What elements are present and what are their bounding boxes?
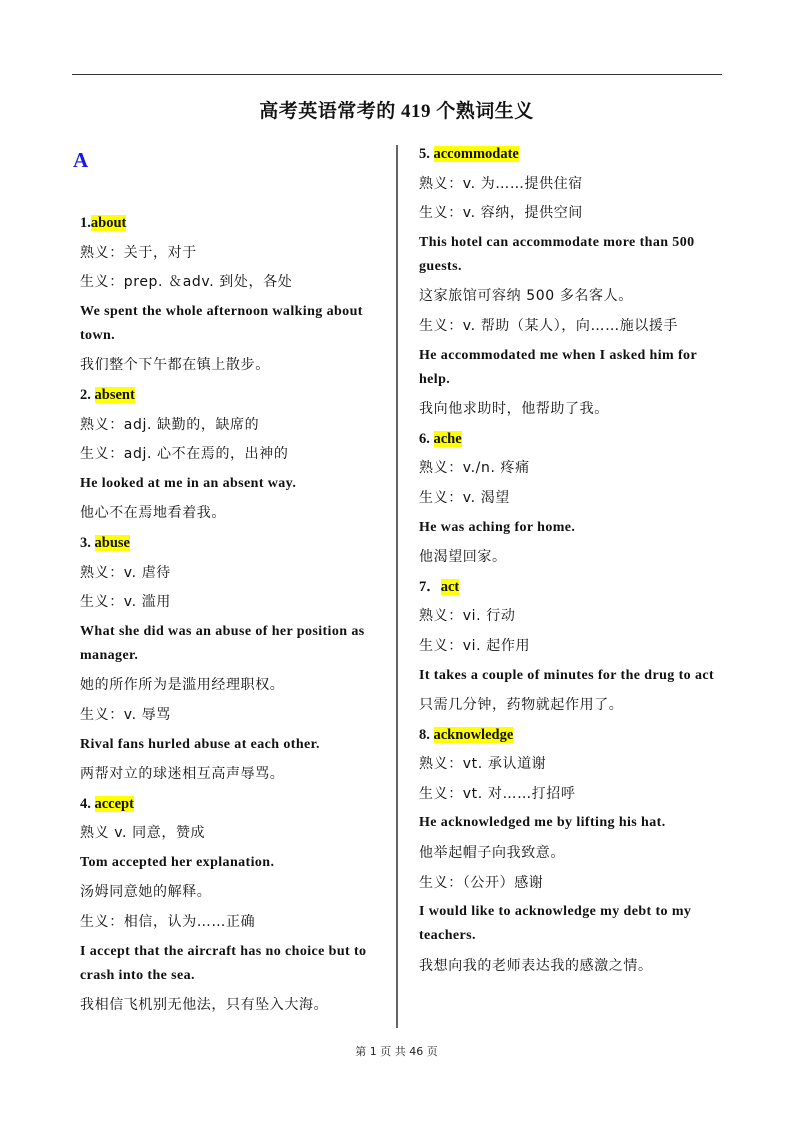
- entry-heading: [80, 208, 380, 238]
- entry-word-highlighted: act: [440, 578, 460, 595]
- entry-number: 1.: [80, 215, 91, 231]
- entry-heading: [419, 720, 719, 750]
- example-chinese: 我想向我的老师表达我的感激之情。: [419, 957, 653, 974]
- definition-line: 熟义：adj. 缺勤的，缺席的: [80, 416, 260, 433]
- example-english: He was aching for home.: [419, 519, 576, 535]
- entry-number: 3.: [80, 534, 95, 551]
- entry-word-highlighted: accommodate: [433, 146, 519, 162]
- example-english: What she did was an abuse of her position as manager.: [80, 623, 365, 663]
- entry-number: 8.: [419, 726, 434, 743]
- definition-line: 生义：（公开）感谢: [419, 874, 544, 891]
- definition-line: 生义：相信，认为……正确: [80, 914, 256, 931]
- example-chinese: 汤姆同意她的解释。: [80, 884, 212, 901]
- example-chinese: 我相信飞机别无他法，只有坠入大海。: [80, 997, 329, 1014]
- example-chinese: 只需几分钟，药物就起作用了。: [419, 697, 624, 714]
- example-english: I accept that the aircraft has no choice but to crash into the sea.: [80, 943, 367, 983]
- definition-line: 熟义：v./n. 疼痛: [419, 460, 530, 477]
- definition-line: 生义：v. 辱骂: [80, 706, 171, 723]
- definition-line: 熟义：v. 虐待: [80, 564, 171, 581]
- page-title: 高考英语常考的 419 个熟词生义: [259, 101, 534, 122]
- example-chinese: 他心不在焉地看着我。: [80, 505, 226, 522]
- column-divider: [396, 145, 398, 1028]
- example-chinese: 他举起帽子向我致意。: [419, 845, 565, 862]
- definition-line: 生义：vt. 对……打招呼: [419, 785, 576, 802]
- entry-word-highlighted: abuse: [94, 534, 130, 551]
- definition-line: 生义：prep. ＆adv. 到处，各处: [80, 274, 293, 291]
- definition-line: 熟义：vi. 行动: [419, 608, 516, 625]
- entry-word-highlighted: accept: [94, 795, 134, 812]
- definition-line: 生义：adj. 心不在焉的，出神的: [80, 446, 289, 463]
- example-english: We spent the whole afternoon walking about town.: [80, 303, 363, 343]
- example-english: I would like to acknowledge my debt to my teachers.: [419, 904, 692, 944]
- entry-word-highlighted: absent: [94, 386, 135, 403]
- example-english: He looked at me in an absent way.: [80, 475, 297, 491]
- definition-line: 生义：v. 容纳，提供空间: [419, 205, 583, 222]
- example-english: This hotel can accommodate more than 500 guests.: [419, 234, 695, 274]
- entry-number: 6.: [419, 430, 434, 447]
- example-english: He accommodated me when I asked him for help.: [419, 347, 697, 387]
- entry-heading: [419, 424, 719, 454]
- entry-heading: [80, 380, 380, 410]
- example-chinese: 这家旅馆可容纳 500 多名客人。: [419, 288, 633, 305]
- example-chinese: 他渴望回家。: [419, 549, 507, 566]
- example-english: He acknowledged me by lifting his hat.: [419, 815, 666, 831]
- definition-line: 熟义：关于，对于: [80, 244, 197, 261]
- entry-number: 7．: [419, 578, 441, 595]
- definition-line: 熟义：v. 为……提供住宿: [419, 175, 583, 192]
- entry-word-highlighted: about: [90, 215, 127, 231]
- left-column: [80, 208, 380, 1020]
- definition-line: 生义：v. 帮助（某人），向……施以援手: [419, 317, 679, 334]
- definition-line: 生义：v. 滥用: [80, 594, 171, 611]
- definition-line: 熟义 v. 同意，赞成: [80, 825, 206, 842]
- entry-heading: [80, 528, 380, 558]
- entry-number: 2.: [80, 386, 95, 403]
- definition-line: 生义：v. 渴望: [419, 489, 510, 506]
- example-chinese: 我们整个下午都在镇上散步。: [80, 357, 270, 374]
- entry-heading: [419, 572, 719, 602]
- section-letter: A: [73, 148, 89, 172]
- entry-word-highlighted: acknowledge: [433, 726, 514, 743]
- entry-word-highlighted: ache: [433, 430, 462, 447]
- example-english: Rival fans hurled abuse at each other.: [80, 736, 320, 752]
- right-column: [419, 139, 719, 980]
- entry-number: 4.: [80, 795, 95, 812]
- entry-heading: [80, 789, 380, 819]
- definition-line: 生义：vi. 起作用: [419, 637, 531, 654]
- entry-heading: [419, 139, 719, 169]
- page-footer: 第 1 页 共 46 页: [355, 1045, 438, 1058]
- example-chinese: 我向他求助时，他帮助了我。: [419, 401, 609, 418]
- example-english: Tom accepted her explanation.: [80, 854, 275, 870]
- example-english: It takes a couple of minutes for the drug to act: [419, 667, 715, 683]
- example-chinese: 她的所作所为是滥用经理职权。: [80, 677, 285, 694]
- definition-line: 熟义：vt. 承认道谢: [419, 756, 547, 773]
- example-chinese: 两帮对立的球迷相互高声辱骂。: [80, 766, 285, 783]
- header-rule: [72, 74, 722, 75]
- entry-number: 5.: [419, 146, 434, 162]
